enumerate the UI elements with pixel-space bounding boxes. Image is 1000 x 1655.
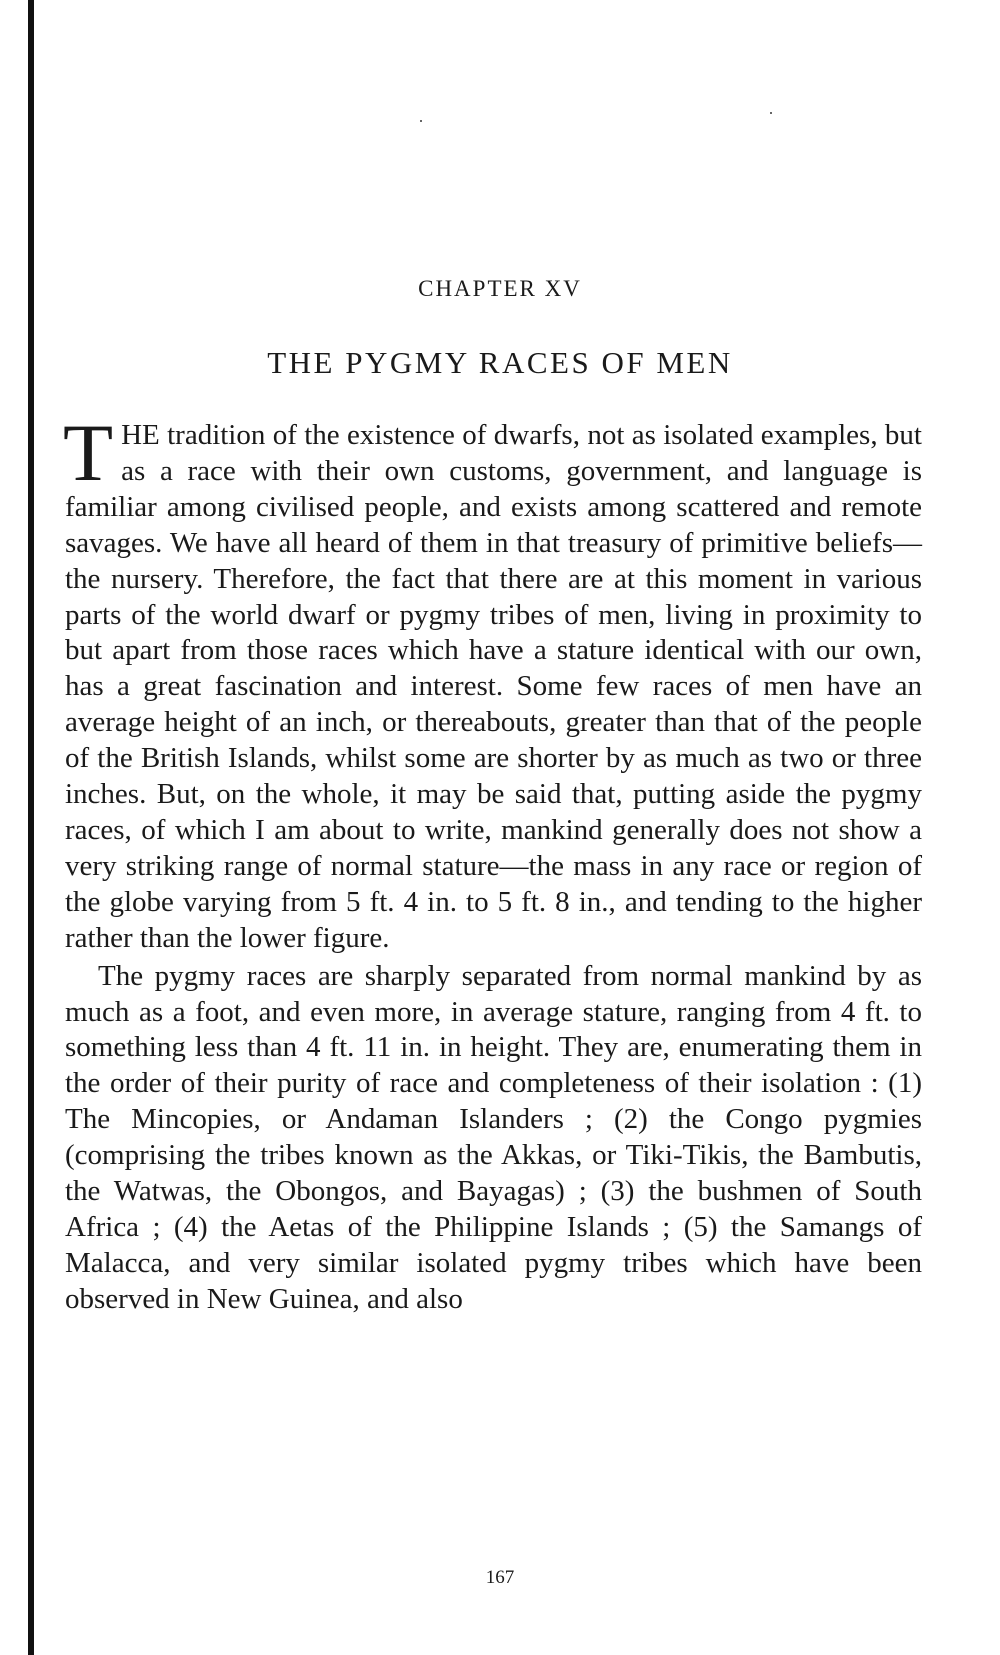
drop-cap: T <box>63 407 114 498</box>
chapter-title: THE PYGMY RACES OF MEN <box>267 345 733 380</box>
chapter-body <box>63 407 922 1318</box>
paper-speck <box>770 112 772 114</box>
chapter-number: CHAPTER XV <box>418 276 582 301</box>
paragraph: The pygmy races are sharply separated from normal mankind by as much as a foot, and even more, in average stature, ranging from 4 ft. to something less than 4 ft. 11 in. in height. They are, enumerating them in the order of their purity of race and completeness of their isolation : (1) The Mincopies, or Andaman Islanders ; (2) the Congo pygmies (comprising the tribes known as the Akkas, or Tiki-Tikis, the Bambutis, the Watwas, the Obongos, and Bayagas) ; (3) the bushmen of South Africa ; (4) the Aetas of the Philippine Islands ; (5) the Samangs of Malacca, and very similar isolated pygmy tribes which have been observed in New Guinea, and also <box>65 959 922 1315</box>
paragraph-text: HE tradition of the existence of dwarfs, not as isolated examples, but as a race with their own customs, government, and language is familiar among civilised people, and exists among scattered and remote savages. We have all heard of them in that treasury of primitive beliefs—the nursery. Therefore, the fact that there are at this moment in various parts of the world dwarf or pygmy tribes of men, living in proximity to but apart from those races which have a stature identical with our own, has a great fascination and interest. Some few races of men have an average height of an inch, or thereabouts, greater than that of the people of the British Islands, whilst some are shorter by as much as two or three inches. But, on the whole, it may be said that, putting aside the pygmy races, of which I am about to write, mankind generally does not show a very striking range of normal stature—the mass in any race or region of the globe varying from 5 ft. 4 in. to 5 ft. 8 in., and tending to the higher rather than the lower figure. <box>65 419 922 954</box>
page-binding-edge <box>28 0 34 1655</box>
page-number: 167 <box>485 1567 515 1588</box>
paper-speck <box>420 120 422 122</box>
paragraph <box>63 407 922 957</box>
